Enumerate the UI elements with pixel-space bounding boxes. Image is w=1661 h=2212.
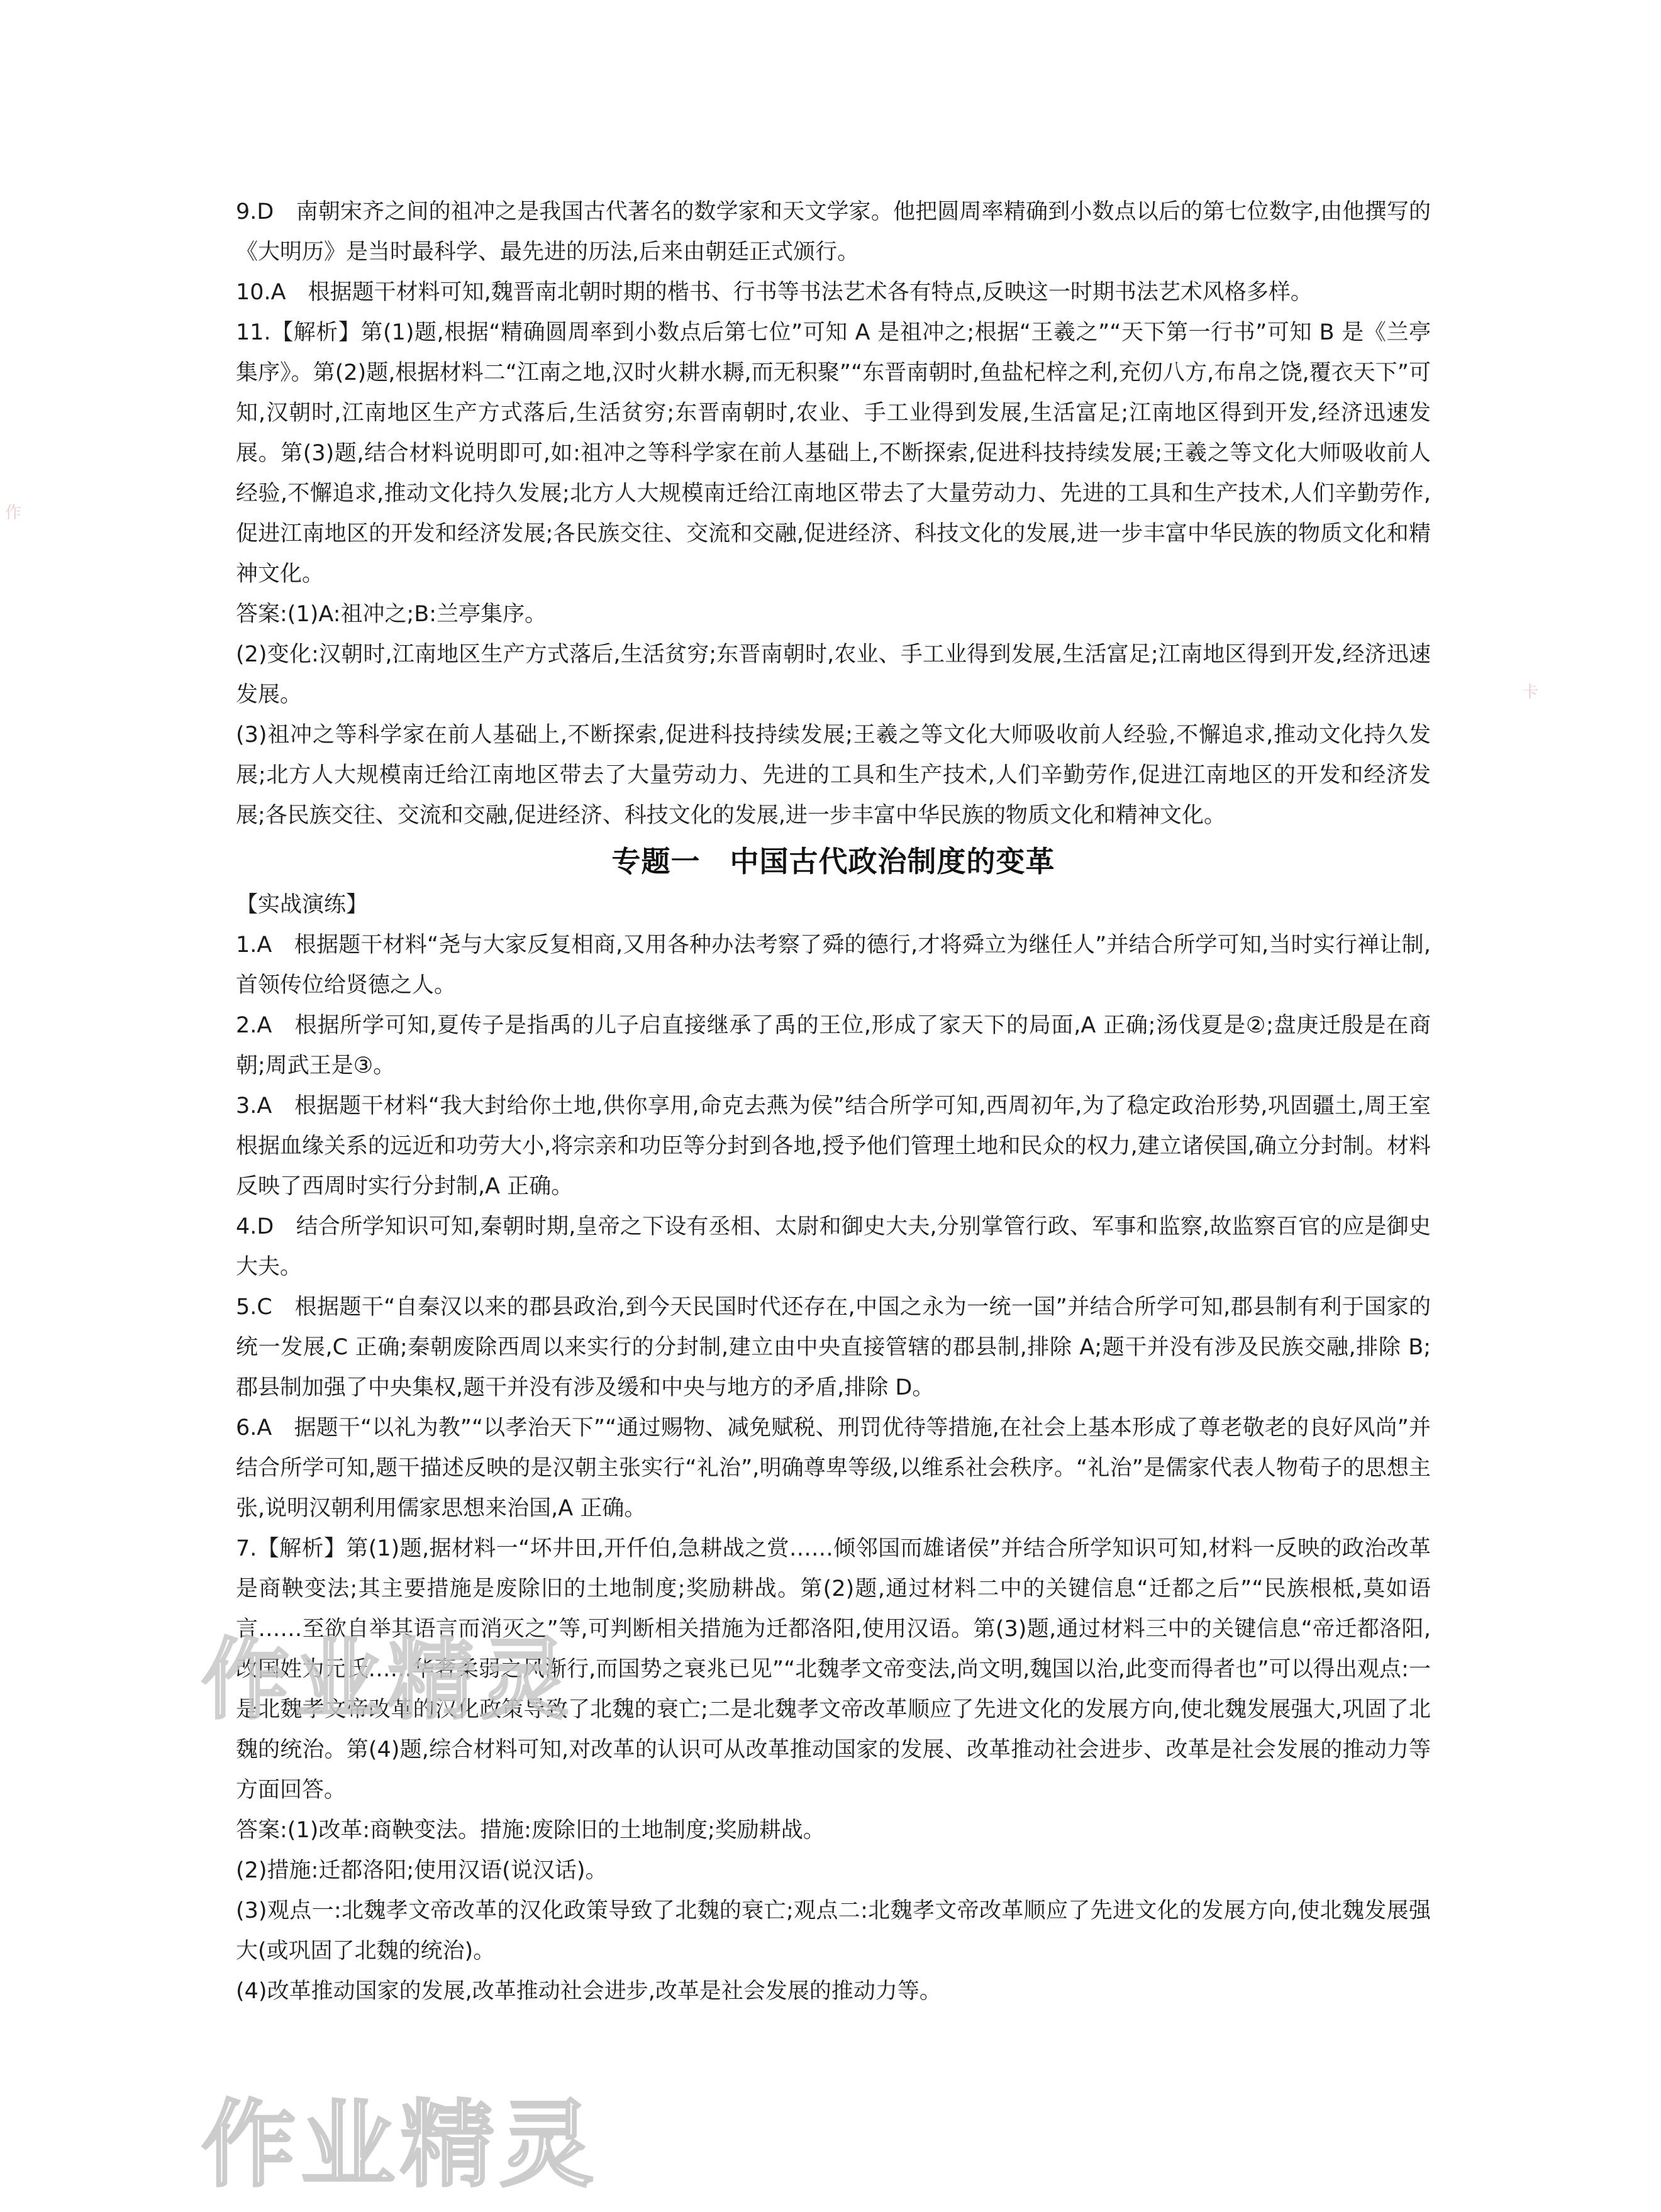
- answer-document: [236, 192, 1431, 2011]
- side-watermark-right: 卡: [1522, 683, 1539, 702]
- practice-7-4: (4)改革推动国家的发展,改革推动社会进步,改革是社会发展的推动力等。: [236, 1979, 942, 2004]
- answer-10: 10.A 根据题干材料可知,魏晋南北朝时期的楷书、行书等书法艺术各有特点,反映这一时期书法艺术风格多样。: [236, 280, 1313, 305]
- watermark-middle: 作业精灵: [201, 1629, 574, 1732]
- answer-11-3: (3)祖冲之等科学家在前人基础上,不断探索,促进科技持续发展;王羲之等文化大师吸收前人经验,不懈追求,推动文化持久发展;北方人大规模南迁给江南地区带去了大量劳动力、先进的工具和生产技术,人们辛勤劳作,促进江南地区的开发和经济发展;各民族交往、交流和交融,促进经济、科技文化的发展,进一步丰富中华民族的物质文化和精神文化。: [236, 722, 1431, 828]
- practice-1: 1.A 根据题干材料“尧与大家反复相商,又用各种办法考察了舜的德行,才将舜立为继任人”并结合所学可知,当时实行禅让制,首领传位给贤德之人。: [236, 932, 1431, 998]
- answer-11-analysis: 11.【解析】第(1)题,根据“精确圆周率到小数点后第七位”可知 A 是祖冲之;根据“王羲之”“天下第一行书”可知 B 是《兰亭集序》。第(2)题,根据材料二“江南之地,汉时火耕水耨,而无积聚”“东晋南朝时,鱼盐杞梓之利,充仞八方,布帛之饶,覆衣天下”可知,汉朝时,江南地区生产方式落后,生活贫穷;东晋南朝时,农业、手工业得到发展,生活富足;江南地区得到开发,经济迅速发展。第(3)题,结合材料说明即可,如:祖冲之等科学家在前人基础上,不断探索,促进科技持续发展;王羲之等文化大师吸收前人经验,不懈追求,推动文化持久发展;北方人大规模南迁给江南地区带去了大量劳动力、先进的工具和生产技术,人们辛勤劳作,促进江南地区的开发和经济发展;各民族交往、交流和交融,促进经济、科技文化的发展,进一步丰富中华民族的物质文化和精神文化。: [236, 320, 1431, 587]
- practice-7-2: (2)措施:迁都洛阳;使用汉语(说汉话)。: [236, 1858, 608, 1883]
- practice-7-3: (3)观点一:北魏孝文帝改革的汉化政策导致了北魏的衰亡;观点二:北魏孝文帝改革顺应了先进文化的发展方向,使北魏发展强大(或巩固了北魏的统治)。: [236, 1898, 1431, 1964]
- practice-3: 3.A 根据题干材料“我大封给你土地,供你享用,命克去燕为侯”结合所学可知,西周初年,为了稳定政治形势,巩固疆土,周王室根据血缘关系的远近和功劳大小,将宗亲和功臣等分封到各地,授予他们管理土地和民众的权力,建立诸侯国,确立分封制。材料反映了西周时实行分封制,A 正确。: [236, 1093, 1431, 1199]
- watermark-bottom: 作业精灵: [201, 2091, 599, 2200]
- practice-4: 4.D 结合所学知识可知,秦朝时期,皇帝之下设有丞相、太尉和御史大夫,分别掌管行政、军事和监察,故监察百官的应是御史大夫。: [236, 1214, 1431, 1280]
- practice-label: 【实战演练】: [236, 892, 369, 917]
- answer-9: 9.D 南朝宋齐之间的祖冲之是我国古代著名的数学家和天文学家。他把圆周率精确到小数点以后的第七位数字,由他撰写的《大明历》是当时最科学、最先进的历法,后来由朝廷正式颁行。: [236, 199, 1431, 265]
- practice-7-1: 答案:(1)改革:商鞅变法。措施:废除旧的土地制度;奖励耕战。: [236, 1818, 825, 1843]
- practice-6: 6.A 据题干“以礼为教”“以孝治天下”“通过赐物、减免赋税、刑罚优待等措施,在社会上基本形成了尊老敬老的良好风尚”并结合所学可知,题干描述反映的是汉朝主张实行“礼治”,明确尊卑等级,以维系社会秩序。“礼治”是儒家代表人物荀子的思想主张,说明汉朝利用儒家思想来治国,A 正确。: [236, 1415, 1431, 1521]
- answer-11-1: 答案:(1)A:祖冲之;B:兰亭集序。: [236, 602, 547, 627]
- practice-2: 2.A 根据所学可知,夏传子是指禹的儿子启直接继承了禹的王位,形成了家天下的局面,A 正确;汤伐夏是②;盘庚迁殷是在商朝;周武王是③。: [236, 1013, 1431, 1078]
- section-title: 专题一 中国古代政治制度的变革: [611, 844, 1055, 878]
- answer-11-2: (2)变化:汉朝时,江南地区生产方式落后,生活贫穷;东晋南朝时,农业、手工业得到发展,生活富足;江南地区得到开发,经济迅速发展。: [236, 642, 1431, 707]
- side-watermark-left: 作: [5, 504, 22, 523]
- practice-5: 5.C 根据题干“自秦汉以来的郡县政治,到今天民国时代还存在,中国之永为一统一国”并结合所学可知,郡县制有利于国家的统一发展,C 正确;秦朝废除西周以来实行的分封制,建立由中央直接管辖的郡县制,排除 A;题干并没有涉及民族交融,排除 B;郡县制加强了中央集权,题干并没有涉及缓和中央与地方的矛盾,排除 D。: [236, 1295, 1431, 1400]
- practice-7-analysis: 7.【解析】第(1)题,据材料一“坏井田,开仟伯,急耕战之赏……倾邻国而雄诸侯”并结合所学知识可知,材料一反映的政治改革是商鞅变法;其主要措施是废除旧的土地制度;奖励耕战。第(2)题,通过材料二中的关键信息“迁都之后”“民族根柢,莫如语言……至欲自举其语言而消灭之”等,可判断相关措施为迁都洛阳,使用汉语。第(3)题,通过材料三中的关键信息“帝迁都洛阳,改国姓为元氏……华奢柔弱之风渐行,而国势之衰兆已见”“北魏孝文帝变法,尚文明,魏国以治,此变而得者也”可以得出观点:一是北魏孝文帝改革的汉化政策导致了北魏的衰亡;二是北魏孝文帝改革顺应了先进文化的发展方向,使北魏发展强大,巩固了北魏的统治。第(4)题,综合材料可知,对改革的认识可从改革推动国家的发展、改革推动社会进步、改革是社会发展的推动力等方面回答。: [236, 1536, 1431, 1803]
